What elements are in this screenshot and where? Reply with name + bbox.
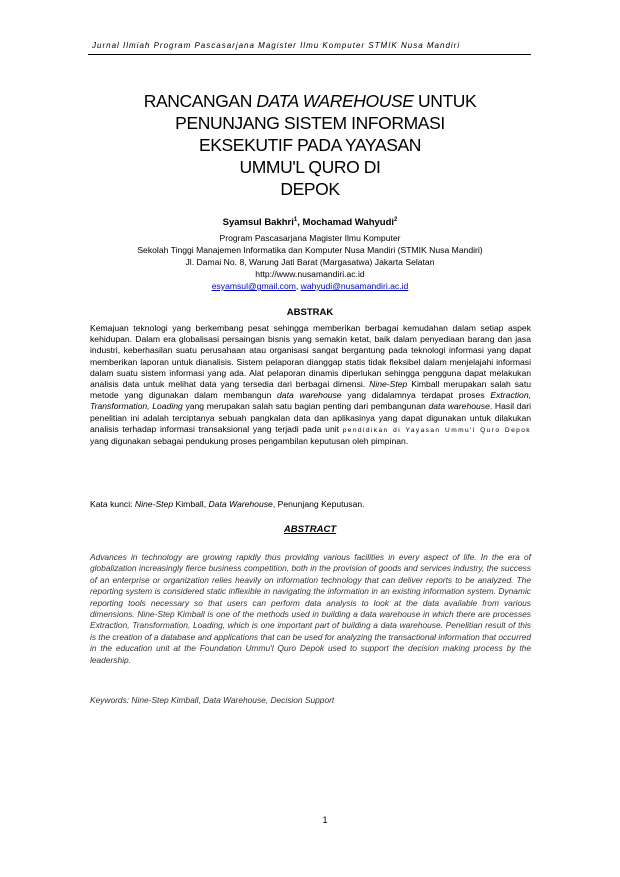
author-1-affil: 1 xyxy=(293,217,298,223)
affiliation-address: Jl. Damai No. 8, Warung Jati Barat (Margasatwa) Jakarta Selatan xyxy=(185,257,435,267)
title-line-1: RANCANGAN DATA WAREHOUSE UNTUK xyxy=(143,91,477,111)
abstrak-body: Kemajuan teknologi yang berkembang pesat sehingga memberikan berbagai kemudahan dalam setiap aspek kehidupan. Dalam era globalisasi persaingan bisnis yang semakin ketat, baik dalam penyediaan barang dan jasa industri, keberhasilan suatu perusahaan atau organisasi sangat bergantung pada teknologi informasi yang dapat memberikan laporan untuk dianalisis. Sistem pelaporan dianggap statis tidak fleksibel dalam menjelajahi informasi dalam suatu sistem informasi yang ada. Alat pelaporan dinamis diperlukan sehingga pengguna dapat melakukan analisis data untuk melihat data yang tersedia dari berbagai dimensi. Nine-Step Kimball merupakan salah satu metode yang digunakan dalam membangun data warehouse yang didalamnya terdapat proses Extraction, Transformation, Loading yang merupakan salah satu bagian penting dari pembangunan data warehouse. Hasil dari penelitian ini adalah terciptanya sebuah pangkalan data dan aplikasinya yang dapat digunakan untuk dilakukan analisis terhadap informasi transaksional yang terjadi pada unit pendidikan di Yayasan Ummu'l Quro Depok yang digunakan sebagai pendukung proses pengambilan keputusan oleh pimpinan. xyxy=(90,323,532,447)
kata-kunci: Kata kunci: Nine-Step Kimball, Data Warehouse, Penunjang Keputusan. xyxy=(90,499,365,509)
title-line-2: PENUNJANG SISTEM INFORMASI xyxy=(175,113,445,133)
author-2: Mochamad Wahyudi xyxy=(302,217,395,229)
paper-title xyxy=(90,90,530,200)
title-line-4: UMMU'L QURO DI xyxy=(239,157,381,177)
affiliation-emails: esyamsul@gmail.com, wahyudi@nusamandiri.ac.id xyxy=(211,281,409,291)
header-rule xyxy=(88,54,531,55)
page-number: 1 xyxy=(322,815,328,825)
email-link-2[interactable]: wahyudi@nusamandiri.ac.id xyxy=(300,281,409,291)
affiliation-school: Sekolah Tinggi Manajemen Informatika dan Komputer Nusa Mandiri (STMIK Nusa Mandiri) xyxy=(137,245,483,255)
author-2-affil: 2 xyxy=(394,217,398,223)
title-line-3: EKSEKUTIF PADA YAYASAN xyxy=(198,135,421,155)
author-list: Syamsul Bakhri$^1$, Mochamad Wahyudi$^2$ xyxy=(222,217,398,229)
author-1: Syamsul Bakhri xyxy=(222,217,294,229)
affiliation-program: Program Pascasarjana Magister Ilmu Komputer xyxy=(219,233,401,243)
abstract-body: Advances in technology are growing rapidly thus providing various facilities in every aspect of life. In the era of globalization increasingly fierce business competition, both in the provision of goods and services industry, the success of an enterprise or organization relies heavily on information technology that can deliver reports to be analyzed. The reporting system is considered static inflexible in navigating the information in an existing information system. Dynamic reporting tools necessary so that users can perform data analysis to look at the data available from various dimensions. Nine-Step Kimball is one of the methods used in building a data warehouse in which there are processes Extraction, Transformation, Loading, which is one important part of building a data warehouse. Penelitian result of this is the creation of a database and applications that can be used for analyzing the transactional information that occurred in the education unit at the Foundation Ummu'l Quro Depok used to support the decision making process by the leadership. xyxy=(90,552,531,665)
affiliation-block xyxy=(90,232,530,292)
running-header: Jurnal Ilmiah Program Pascasarjana Magister Ilmu Komputer STMIK Nusa Mandiri xyxy=(92,41,461,50)
title-line-5: DEPOK xyxy=(280,179,340,199)
email-link-1[interactable]: esyamsul@gmail.com xyxy=(211,281,296,291)
affiliation-website: http://www.nusamandiri.ac.id xyxy=(255,269,365,279)
abstrak-heading: ABSTRAK xyxy=(286,307,334,318)
keywords: Keywords: Nine-Step Kimball, Data Warehouse, Decision Support xyxy=(90,695,335,705)
abstract-heading: ABSTRACT xyxy=(283,524,337,535)
